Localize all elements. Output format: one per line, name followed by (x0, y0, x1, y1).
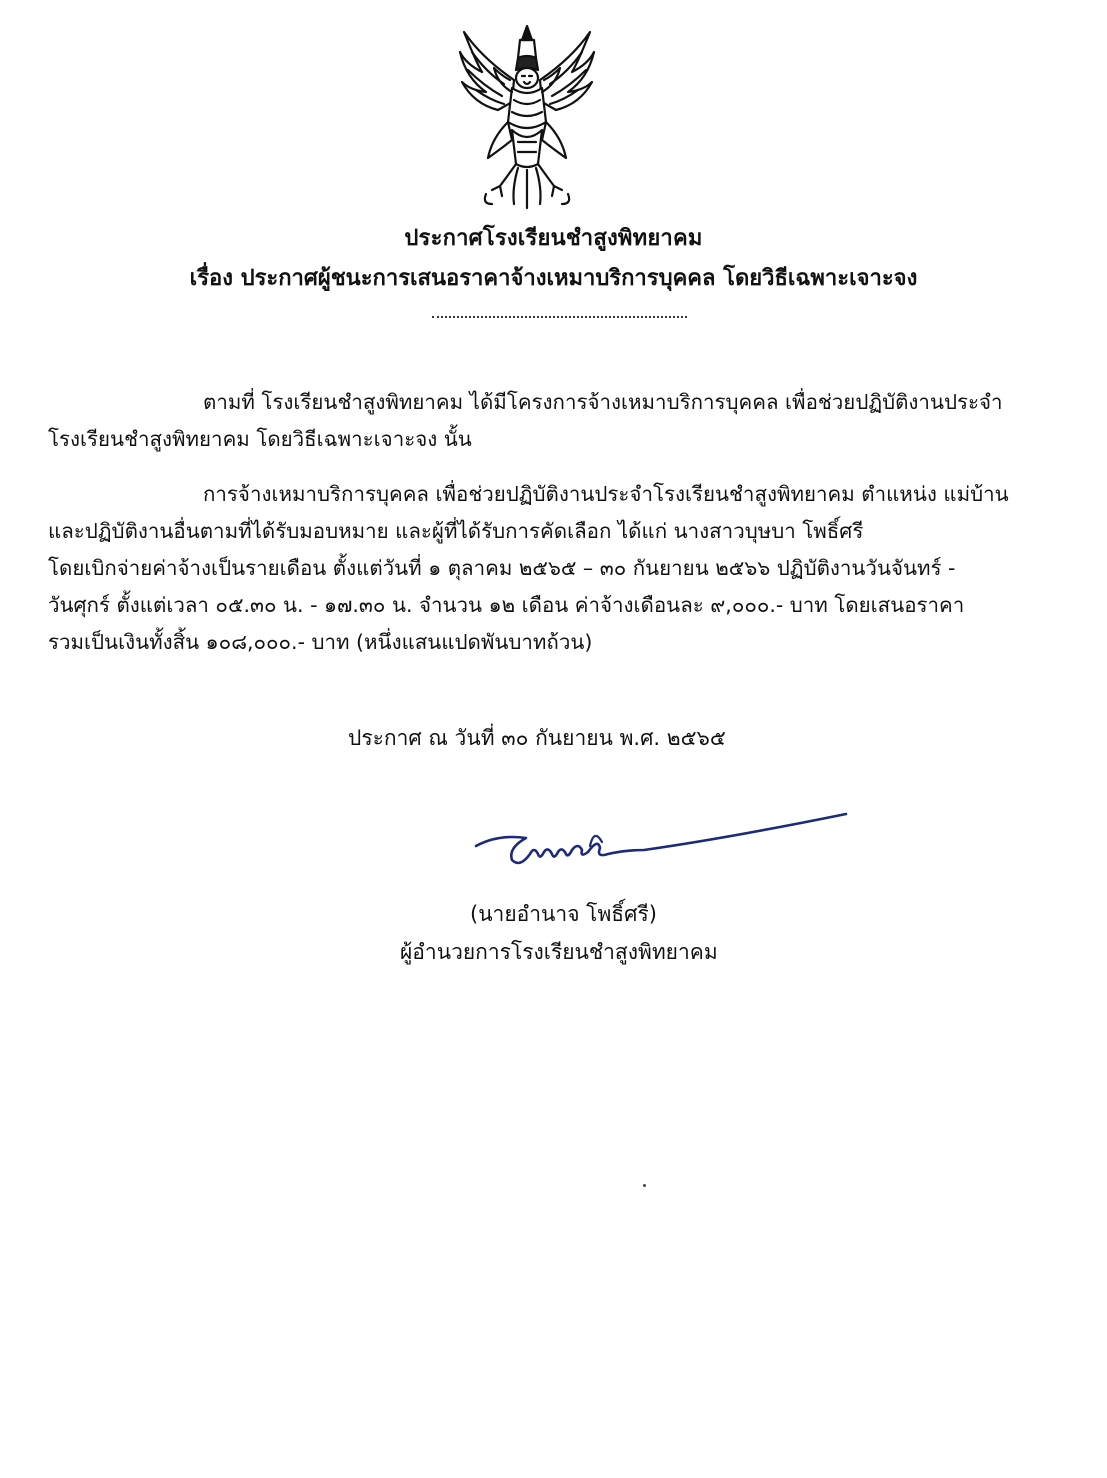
signer-title: ผู้อำนวยการโรงเรียนชำสูงพิทยาคม (400, 940, 718, 964)
paragraph-line: และปฏิบัติงานอื่นตามที่ได้รับมอบหมาย และผู้ที่ได้รับการคัดเลือก ได้แก่ นางสาวบุษบา โพธิ์ศรี (48, 519, 864, 543)
paragraph-line: วันศุกร์ ตั้งแต่เวลา ๐๕.๓๐ น. - ๑๗.๓๐ น. จำนวน ๑๒ เดือน ค่าจ้างเดือนละ ๙,๐๐๐.- บาท โดยเสนอราคา (48, 593, 965, 617)
announcement-subject: เรื่อง ประกาศผู้ชนะการเสนอราคาจ้างเหมาบริการบุคคล โดยวิธีเฉพาะเจาะจง (189, 266, 918, 291)
paragraph-intro (48, 384, 1083, 458)
signer-name: (นายอำนาจ โพธิ์ศรี) (470, 902, 657, 926)
scan-speck (643, 1184, 646, 1187)
paragraph-details (48, 476, 1083, 661)
paragraph-line: รวมเป็นเงินทั้งสิ้น ๑๐๘,๐๐๐.- บาท (หนึ่งแสนแปดพันบาทถ้วน) (48, 630, 593, 654)
handwritten-signature-icon (468, 808, 853, 878)
garuda-emblem-icon (452, 18, 602, 210)
paragraph-line: การจ้างเหมาบริการบุคคล เพื่อช่วยปฏิบัติงานประจำโรงเรียนชำสูงพิทยาคม ตำแหน่ง แม่บ้าน (203, 482, 1009, 506)
paragraph-line: โรงเรียนชำสูงพิทยาคม โดยวิธีเฉพาะเจาะจง นั้น (48, 427, 472, 451)
paragraph-line: ตามที่ โรงเรียนชำสูงพิทยาคม ได้มีโครงการจ้างเหมาบริการบุคคล เพื่อช่วยปฏิบัติงานประจำ (203, 390, 1003, 414)
announcement-title: ประกาศโรงเรียนชำสูงพิทยาคม (404, 226, 703, 251)
announce-date: ประกาศ ณ วันที่ ๓๐ กันยายน พ.ศ. ๒๕๖๕ (348, 726, 726, 750)
paragraph-line: โดยเบิกจ่ายค่าจ้างเป็นรายเดือน ตั้งแต่วันที่ ๑ ตุลาคม ๒๕๖๕ – ๓๐ กันยายน ๒๕๖๖ ปฏิบัติงานวันจันทร์ - (48, 556, 956, 580)
dotted-divider (432, 316, 687, 318)
